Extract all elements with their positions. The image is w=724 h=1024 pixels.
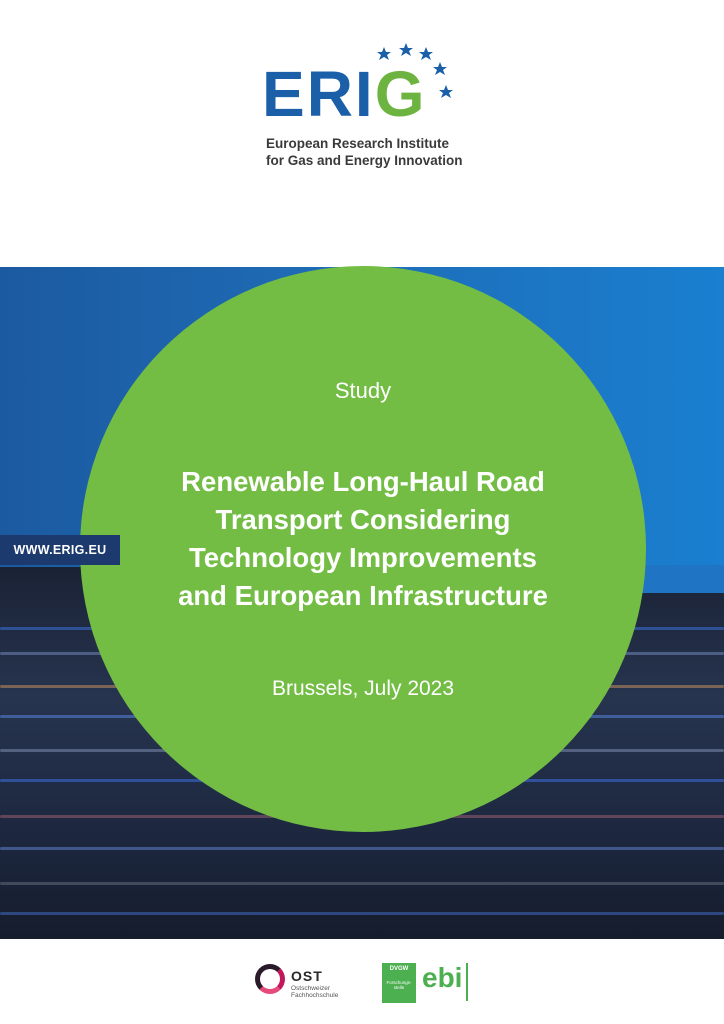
erig-logo bbox=[262, 40, 482, 180]
ost-subtitle: Ostschweizer Fachhochschule bbox=[291, 985, 339, 999]
dvgw-logo bbox=[382, 963, 416, 1003]
ebi-logo: ebi bbox=[422, 962, 463, 993]
document-title bbox=[120, 463, 606, 615]
publication-date: Brussels, July 2023 bbox=[271, 677, 455, 700]
star-icon bbox=[399, 43, 413, 56]
title-line: Renewable Long-Haul Road bbox=[181, 466, 545, 497]
title-line: Transport Considering bbox=[215, 504, 511, 535]
logo-subtitle-line1: European Research Institute bbox=[266, 136, 450, 151]
logo-subtitle-line2: for Gas and Energy Innovation bbox=[266, 153, 463, 168]
logo-eri: ERI bbox=[262, 58, 375, 130]
ost-name: OST bbox=[291, 968, 323, 984]
ebi-divider bbox=[466, 963, 468, 1001]
logo-wordmark bbox=[262, 58, 427, 130]
star-icon bbox=[433, 62, 447, 75]
website-link[interactable]: WWW.ERIG.EU bbox=[0, 535, 120, 565]
blue-band-right bbox=[640, 565, 724, 593]
logo-g: G bbox=[374, 58, 427, 130]
logo-subtitle bbox=[266, 135, 463, 169]
ost-ring-icon bbox=[255, 964, 285, 994]
title-line: and European Infrastructure bbox=[178, 580, 548, 611]
dvgw-subtitle: Forschungs-stelle bbox=[386, 980, 412, 990]
star-icon bbox=[439, 85, 453, 98]
title-line: Technology Improvements bbox=[189, 542, 537, 573]
dvgw-name: DVGW bbox=[389, 966, 409, 972]
ost-logo bbox=[255, 962, 350, 1004]
study-label: Study bbox=[334, 378, 392, 403]
